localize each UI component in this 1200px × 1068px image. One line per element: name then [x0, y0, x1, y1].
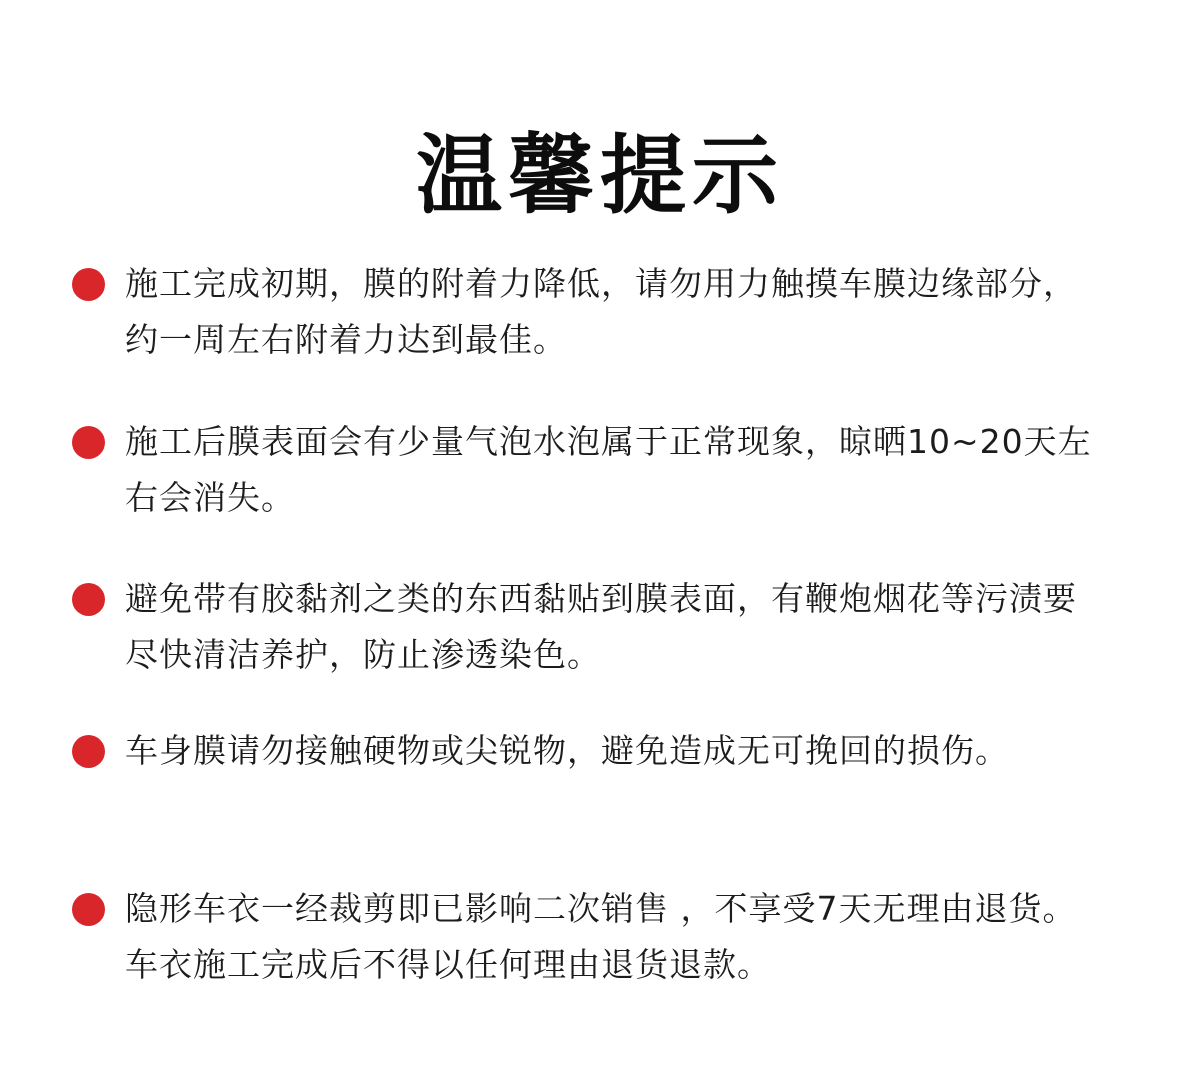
- red-dot-icon: [72, 426, 105, 459]
- tip-text: 隐形车衣一经裁剪即已影响二次销售 ，不享受7天无理由退货。车衣施工完成后不得以任何理由退货退款。: [125, 889, 1077, 984]
- red-dot-icon: [72, 735, 105, 768]
- red-dot-icon: [72, 583, 105, 616]
- tip-text: 施工后膜表面会有少量气泡水泡属于正常现象，晾晒10~20天左右会消失。: [125, 422, 1092, 517]
- tip-text: 避免带有胶黏剂之类的东西黏贴到膜表面，有鞭炮烟花等污渍要尽快清洁养护，防止渗透染色。: [125, 579, 1077, 674]
- page-title: 温馨提示: [416, 125, 784, 226]
- tip-text: 施工完成初期，膜的附着力降低，请勿用力触摸车膜边缘部分，约一周左右附着力达到最佳。: [125, 264, 1077, 359]
- red-dot-icon: [72, 893, 105, 926]
- red-dot-icon: [72, 268, 105, 301]
- tip-text: 车身膜请勿接触硬物或尖锐物，避免造成无可挽回的损伤。: [125, 731, 1009, 770]
